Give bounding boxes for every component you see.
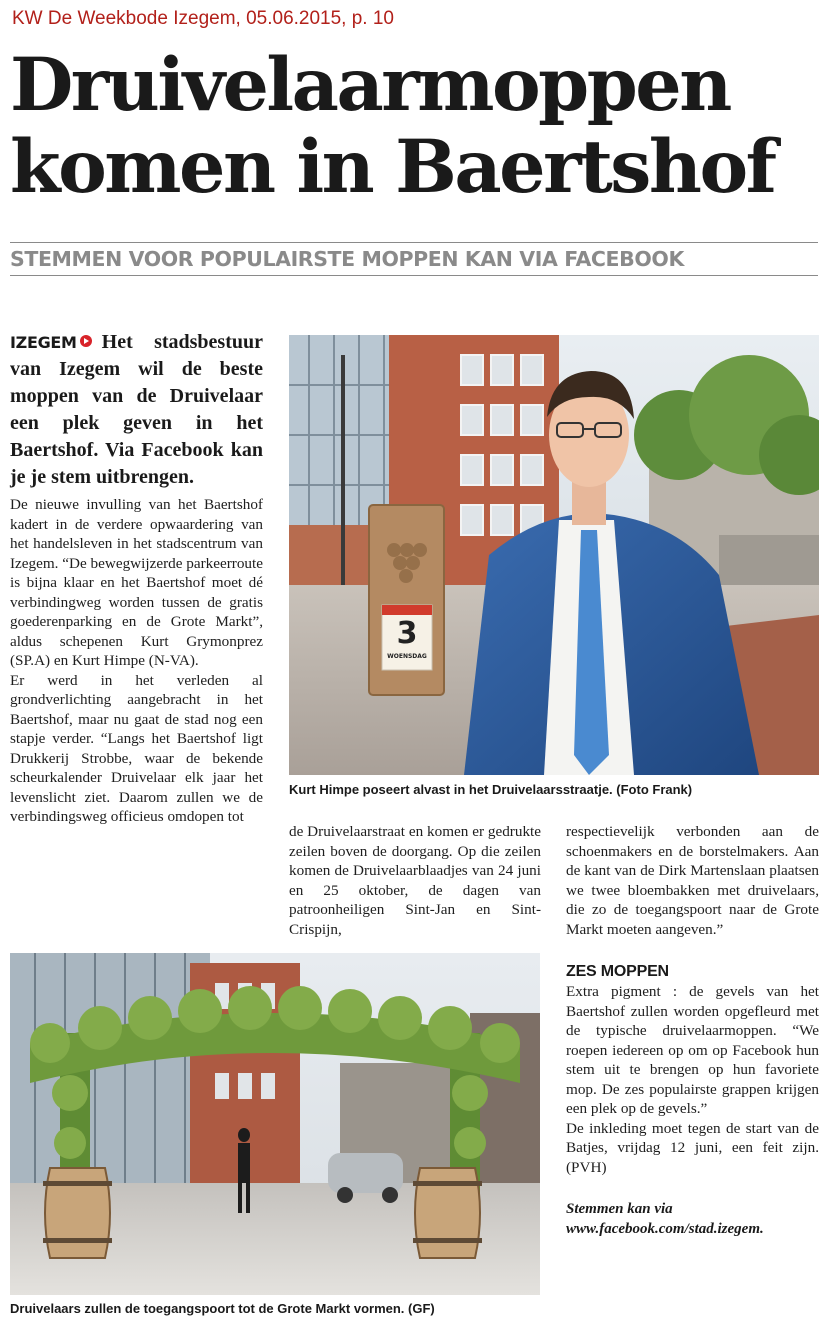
headline-line-1: Druivelaarmoppen [10,42,730,128]
paragraph-1: De nieuwe invulling van het Baertshof kadert in de verdere opwaardering van het handelsleven in het stadscentrum van Izegem. “De bewegwijzerde parkeerroute is bijna klaar en het Baertshof moet dé verbindingweg worden tussen de gratis goederenparking en de Grote Markt”, aldus schepenen Kurt Grymonprez (SP.A) en Kurt Himpe (N-VA). [10,496,263,669]
paragraph-6: De inkleding moet tegen de start van de Batjes, vrijdag 12 juni, een feit zijn. (PVH) [566,1119,819,1176]
subhead-zes-moppen: ZES MOPPEN [566,963,669,980]
kicker: STEMMEN VOOR POPULAIRSTE MOPPEN KAN VIA FACEBOOK [10,247,684,271]
article-lead [10,329,263,491]
photo-2-caption: Druivelaars zullen de toegangspoort tot de Grote Markt vormen. (GF) [10,1301,435,1316]
photo-druivelaar-arch [10,953,540,1295]
paragraph-3: de Druivelaarstraat en komen er gedrukte zeilen boven de doorgang. Op die zeilen komen de Druivelaarblaadjes van 24 juni en 25 oktober, de dagen van patroonheiligen Sint-Jan en Sint-Crispijn, [289,823,541,938]
headline-line-2: komen in Baertshof [10,124,775,210]
headline [10,44,825,208]
lead-text: Het stadsbestuur van Izegem wil de beste moppen van de Druivelaar een plek geven in het Baertshof. Via Facebook kan je je stem uitbrengen. [10,331,263,488]
photo-druivelaar-arch-image [10,953,540,1295]
dateline: IZEGEM [10,333,77,352]
kicker-rule-top [10,242,818,243]
kicker-rule-bottom [10,275,818,276]
article-column-1 [10,329,263,827]
photo-1-caption: Kurt Himpe poseert alvast in het Druivelaarsstraatje. (Foto Frank) [289,782,693,797]
facebook-note: Stemmen kan via www.facebook.com/stad.izegem. [566,1201,764,1237]
play-icon [80,335,92,347]
photo-kurt-himpe [289,335,819,775]
paragraph-4: respectievelijk verbonden aan de schoenmakers en de borstelmakers. Aan de kant van de Dirk Martenslaan plaatsen we twee bloembakken met druivelaars, die zo de toegangspoort naar de Grote Markt moeten aangeven.” [566,823,819,938]
calendar-number: 3 [396,616,418,651]
article-column-3 [566,822,819,1239]
article-column-2 [289,822,541,939]
calendar-day: WOENSDAG [387,653,427,660]
paragraph-5: Extra pigment : de gevels van het Baertshof zullen worden opgefleurd met de typische druivelaarmoppen. “We roepen iedereen op om op Facebook hun stem uit te brengen op hun favoriete mop. De zes populairste grappen krijgen een plek op de gevels.” [566,983,819,1117]
source-line: KW De Weekbode Izegem, 05.06.2015, p. 10 [12,8,394,29]
photo-kurt-himpe-image [289,335,819,775]
paragraph-2: Er werd in het verleden al grondverlichting aangebracht in het Baertshof, maar nu gaat de stad nog een stapje verder. “Langs het Baertshof ligt Drukkerij Strobbe, waar de bekende scheurkalender Druivelaar elk jaar het levenslicht ziet. Daarom zullen we de verbindingsweg officieus omdopen tot [10,671,263,825]
